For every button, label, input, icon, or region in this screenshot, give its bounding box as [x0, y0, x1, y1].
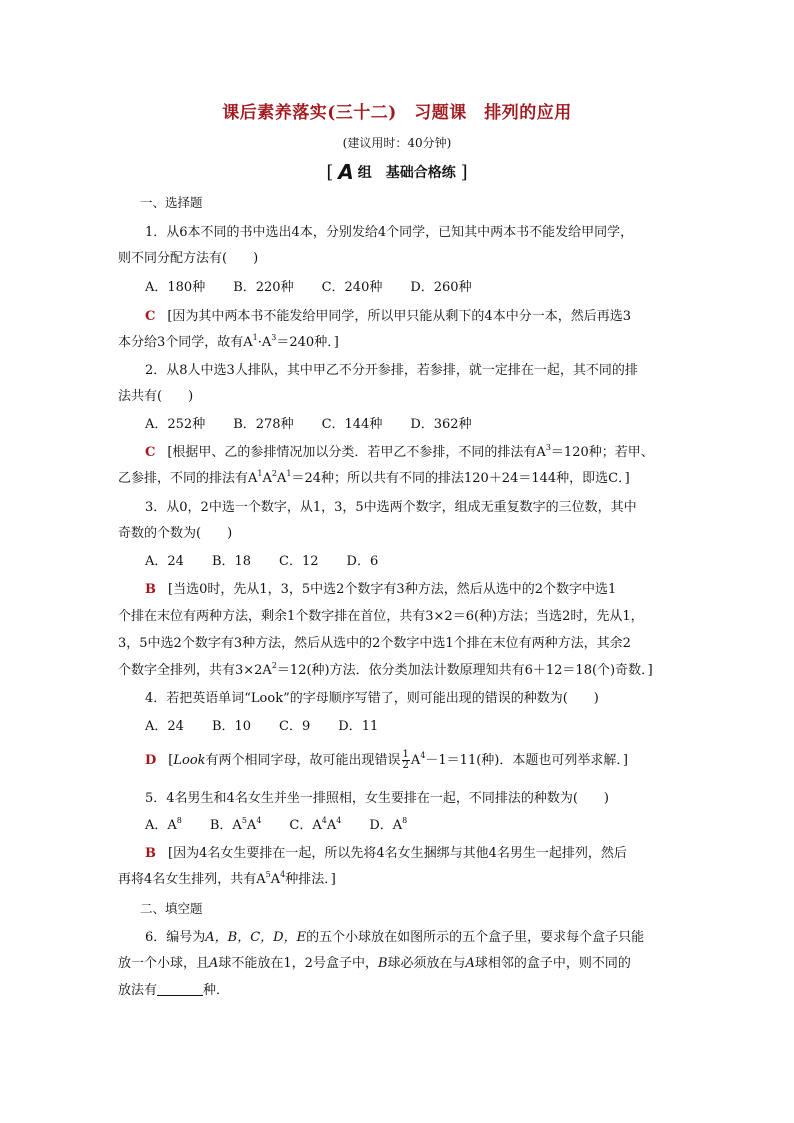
- right-bracket: ]: [460, 162, 468, 183]
- q1-option-a: A．180种: [145, 280, 206, 295]
- q4-option-d: D．11: [338, 719, 379, 734]
- section-choice: 一、选择题: [140, 195, 203, 210]
- q2-option-d: D．362种: [410, 417, 472, 432]
- q6-letter: A: [465, 956, 475, 971]
- q2-exp-text: A: [262, 471, 272, 486]
- q3-stem-line2: 奇数的个数为( ): [118, 526, 233, 541]
- q5-exp-text: A: [270, 872, 281, 887]
- q6-stem-line2: [118, 955, 688, 973]
- q1-explanation-line2: [118, 334, 688, 352]
- q2-option-a: A．252种: [145, 417, 206, 432]
- group-label: 组 基础合格练: [357, 165, 456, 181]
- q2-exp-text: A: [276, 471, 287, 486]
- q5-option-b: B．$A^5A^4$: [209, 816, 262, 833]
- q2-stem-line2: 法共有( ): [118, 389, 194, 404]
- q5-sup: 4: [280, 870, 286, 879]
- q2-explanation-line2: [118, 470, 688, 488]
- q3-explanation-line4: [118, 662, 688, 680]
- q5-option-d: D．$A^8$: [369, 816, 408, 833]
- q6-text: 球相邻的盒子中，则不同的: [474, 956, 631, 971]
- q2-sup: 2: [271, 469, 277, 478]
- q2-sup: 1: [257, 469, 263, 478]
- q2-exp-text: ＝24种；所以共有不同的排法120＋24＝144种，即选C．]: [291, 471, 630, 486]
- q3-option-d: D．6: [346, 554, 379, 569]
- q3-option-c: C．12: [279, 554, 319, 569]
- q3-answer: B: [145, 582, 156, 597]
- q3-options: [145, 553, 715, 571]
- q1-exp-text: ＝240种．]: [276, 335, 339, 350]
- q6-letter: A: [209, 956, 219, 971]
- q1-option-c: C．240种: [321, 280, 383, 295]
- q4-option-a: A．24: [145, 719, 184, 734]
- q6-text: 球不能放在1，2号盒子中，: [218, 956, 378, 971]
- page-title: 课后素养落实(三十二) 习题课 排列的应用: [222, 103, 572, 123]
- q5-stem: 5．4名男生和4名女生并坐一排照相，女生要排在一起，不同排法的种数为( ): [145, 791, 609, 806]
- q2-options: [145, 416, 715, 434]
- q6-stem-line1: [145, 929, 715, 947]
- q4-explanation: [145, 750, 715, 771]
- q1-stem-line1: 1．从6本不同的书中选出4本，分别发给4个同学，已知其中两本书不能发给甲同学，: [145, 225, 634, 240]
- q1-sup: 1: [252, 333, 258, 342]
- q4-exp-text: 有两个相同字母，故可能出现错误: [205, 753, 401, 768]
- q3-exp-text: [当选0时，先从1，3，5中选2个数字有3种方法，然后从选中的2个数字中选1: [168, 582, 617, 597]
- q3-exp-text: 个数字全排列，共有3×2A: [118, 663, 272, 678]
- q6-letter: B: [377, 956, 388, 971]
- q3-option-b: B．18: [211, 554, 252, 569]
- q1-explanation-line1: [145, 308, 715, 326]
- q3-option-a: A．24: [145, 554, 184, 569]
- q1-exp-text: [因为其中两本书不能发给甲同学，所以甲只能从剩下的4本中分一本，然后再选3: [167, 309, 631, 324]
- q3-sup: 2: [271, 661, 277, 670]
- q2-option-c: C．144种: [321, 417, 383, 432]
- q4-exp-text: －1＝11(种)．本题也可列举求解．]: [425, 753, 628, 768]
- q3-exp-text: ＝12(种)方法．依分类加法计数原理知共有6＋12＝18(个)奇数．]: [276, 663, 653, 678]
- q5-exp-text: [因为4名女生要排在一起，所以先将4名女生捆绑与其他4名男生一起排列，然后: [168, 846, 627, 861]
- q3-stem-line1: 3．从0，2中选一个数字，从1，3，5中选两个数字，组成无重复数字的三位数，其中: [145, 500, 637, 515]
- q5-option-a: A．$A^8$: [145, 816, 182, 833]
- q5-explanation-line1: [145, 845, 715, 863]
- q3-explanation-line3: 3，5中选2个数字有3种方法，然后从选中的2个数字中选1个排在末位有两种方法，其余2: [118, 636, 631, 651]
- suggested-time: (建议用时：40分钟): [342, 136, 452, 150]
- q1-option-b: B．220种: [233, 280, 294, 295]
- q2-exp-text: ＝120种；若甲、: [550, 445, 654, 460]
- q6-text: 种．: [203, 983, 230, 998]
- q2-sup: 3: [545, 443, 551, 452]
- q2-stem-line1: 2．从8人中选3人排队，其中甲乙不分开参排，若参排，就一定排在一起，其不同的排: [145, 363, 638, 378]
- q5-exp-text: 再将4名女生排列，共有A: [118, 872, 266, 887]
- q3-explanation-line2: 个排在末位有两种方法，剩余1个数字排在首位，共有3×2＝6(种)方法；当选2时，先从1，: [118, 609, 644, 624]
- q4-stem: 4．若把英语单词“Look”的字母顺序写错了，则可能出现的错误的种数为( ): [145, 691, 599, 706]
- q6-text: 6．编号为: [145, 930, 206, 945]
- q2-exp-text: 乙参排，不同的排法有A: [118, 471, 258, 486]
- q4-option-c: C．9: [279, 719, 311, 734]
- q2-sup: 1: [286, 469, 292, 478]
- q6-text: 的五个小球放在如图所示的五个盒子里，要求每个盒子只能: [306, 930, 645, 945]
- q1-exp-text: 本分给3个同学，故有A: [118, 335, 253, 350]
- q4-sup: 4: [420, 751, 426, 760]
- q6-text: 球必须放在与: [387, 956, 466, 971]
- q6-ball-letters: A，B，C，D，E: [205, 930, 307, 945]
- q1-answer: C: [145, 309, 156, 324]
- fraction-numerator: 1: [402, 749, 409, 760]
- q4-fraction: [402, 750, 410, 771]
- q4-answer: D: [145, 753, 157, 768]
- q5-answer: B: [145, 846, 156, 861]
- q1-exp-text: ·A: [257, 335, 272, 350]
- q2-explanation-line1: [145, 444, 715, 462]
- q4-exp-text: A: [410, 753, 421, 768]
- q1-stem-line2: 则不同分配方法有( ): [118, 251, 259, 266]
- q5-option-c: C．$A^4A^4$: [289, 816, 342, 833]
- q6-text: 放法有: [118, 983, 158, 998]
- fraction-denominator: 2: [402, 760, 409, 771]
- q1-option-d: D．260种: [410, 280, 472, 295]
- q4-options: [145, 718, 715, 736]
- q4-exp-word: Look: [173, 753, 206, 768]
- section-fill: 二、填空题: [140, 901, 203, 916]
- left-bracket: [: [326, 162, 334, 183]
- q2-exp-text: [根据甲、乙的参排情况加以分类．若甲乙不参排，不同的排法有A: [167, 445, 546, 460]
- q3-explanation-line1: [145, 581, 715, 599]
- q6-stem-line3: [118, 982, 688, 1000]
- q6-text: 放一个小球，且: [118, 956, 210, 971]
- q4-option-b: B．10: [211, 719, 252, 734]
- q1-options: [145, 279, 715, 297]
- q4-exp-text: [: [168, 753, 174, 768]
- q2-option-b: B．278种: [233, 417, 294, 432]
- answer-blank[interactable]: [157, 983, 203, 996]
- q5-sup: 5: [265, 870, 271, 879]
- q5-exp-text: 种排法．]: [285, 872, 336, 887]
- q2-answer: C: [145, 445, 156, 460]
- q5-options: [145, 817, 715, 835]
- q5-explanation-line2: [118, 871, 688, 889]
- group-heading: [0, 160, 794, 184]
- q1-sup: 3: [271, 333, 277, 342]
- group-letter: A: [338, 160, 354, 184]
